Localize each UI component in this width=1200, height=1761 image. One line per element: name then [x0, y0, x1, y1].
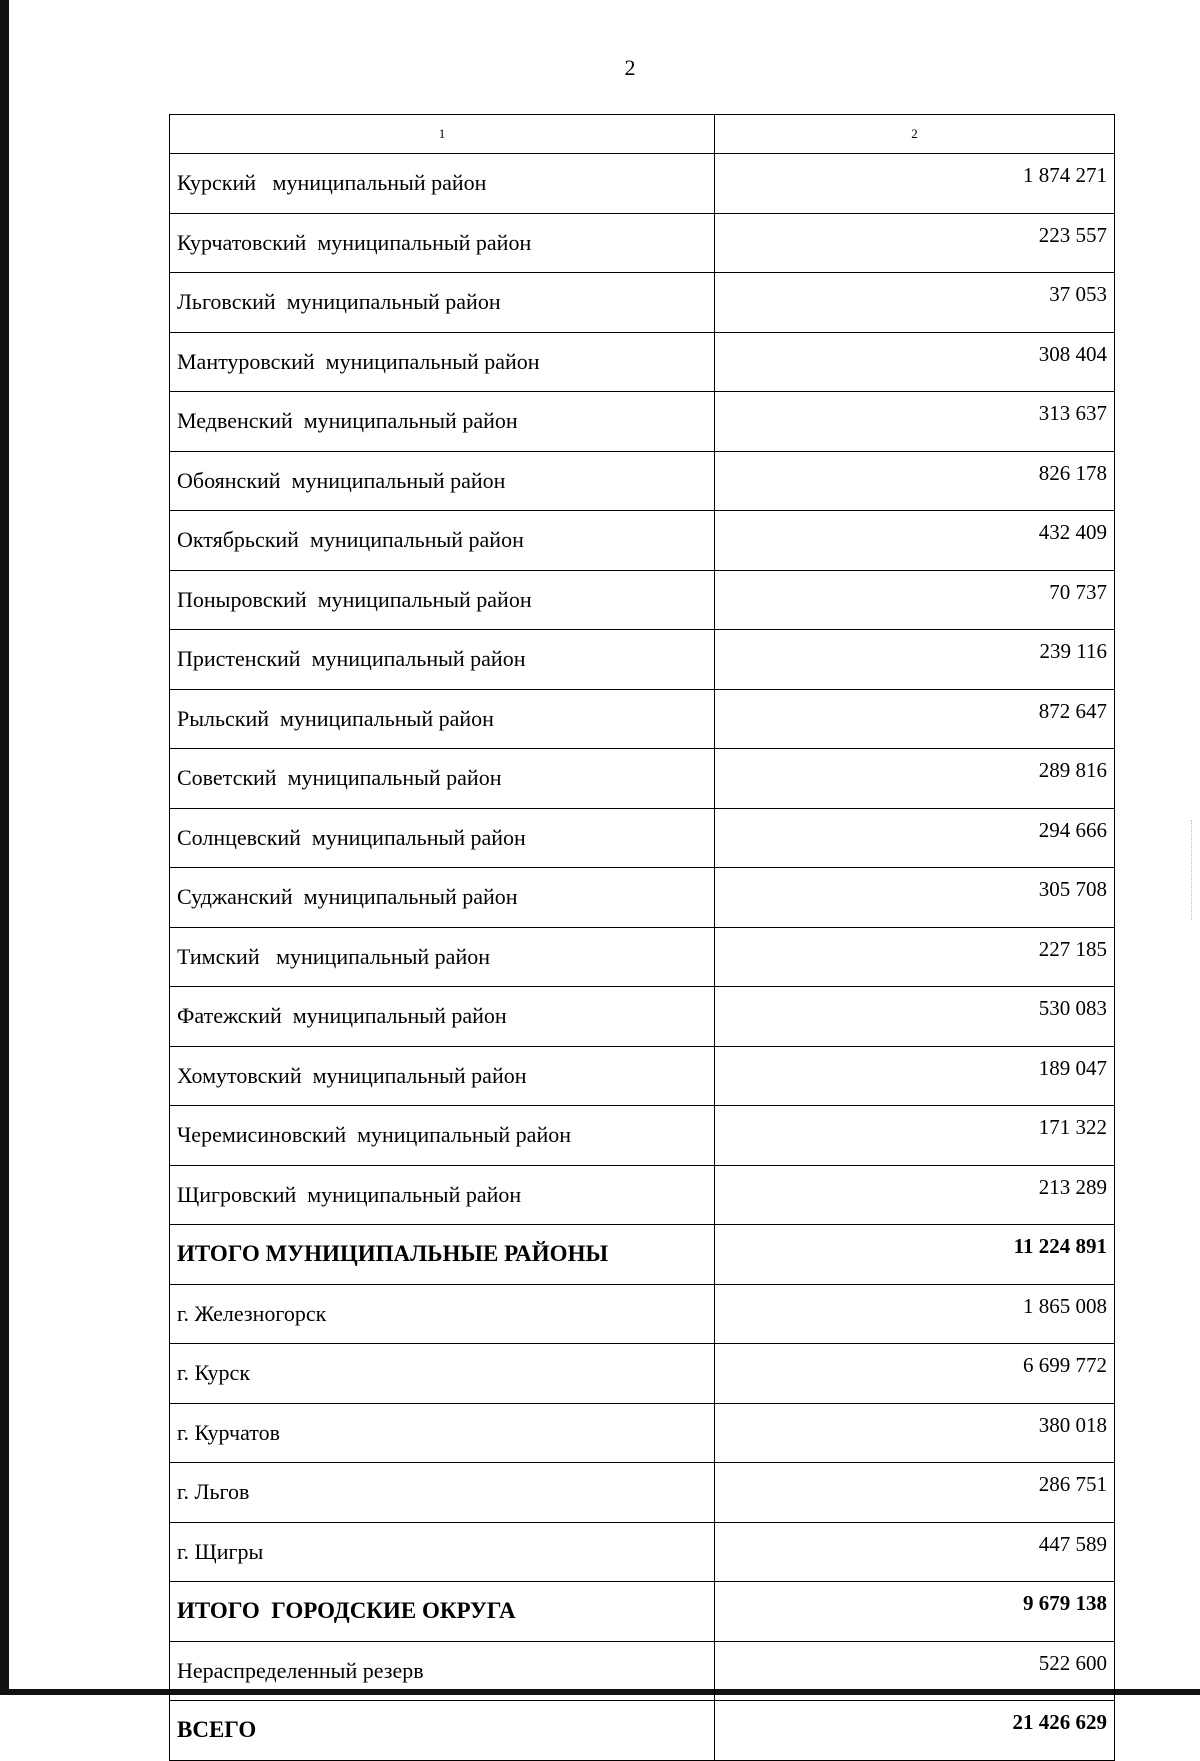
- table-row: [170, 1106, 1115, 1166]
- row-name-cell: Октябрьский муниципальный район: [170, 511, 715, 571]
- table-row: [170, 1165, 1115, 1225]
- table-row: [170, 392, 1115, 452]
- table-header-row: [170, 115, 1115, 154]
- table-row: [170, 630, 1115, 690]
- row-value-cell: 70 737: [715, 570, 1115, 630]
- row-value-cell: 308 404: [715, 332, 1115, 392]
- table-row: [170, 987, 1115, 1047]
- row-name-cell: Советский муниципальный район: [170, 749, 715, 809]
- table-row: [170, 1463, 1115, 1523]
- row-value-cell: 447 589: [715, 1522, 1115, 1582]
- table-row: [170, 808, 1115, 868]
- row-name-cell: Льговский муниципальный район: [170, 273, 715, 333]
- row-value-cell: 530 083: [715, 987, 1115, 1047]
- scan-margin-marks: [1191, 820, 1194, 920]
- table-row: [170, 749, 1115, 809]
- row-name-cell: ИТОГО МУНИЦИПАЛЬНЫЕ РАЙОНЫ: [170, 1225, 715, 1285]
- table-total-row: [170, 1225, 1115, 1285]
- row-value-cell: 294 666: [715, 808, 1115, 868]
- table-row: [170, 570, 1115, 630]
- row-value-cell: 11 224 891: [715, 1225, 1115, 1285]
- row-value-cell: 189 047: [715, 1046, 1115, 1106]
- column-header-1: 1: [170, 115, 715, 154]
- row-value-cell: 21 426 629: [715, 1701, 1115, 1761]
- row-value-cell: 380 018: [715, 1403, 1115, 1463]
- row-value-cell: 171 322: [715, 1106, 1115, 1166]
- row-name-cell: Мантуровский муниципальный район: [170, 332, 715, 392]
- row-value-cell: 9 679 138: [715, 1582, 1115, 1642]
- table-row: [170, 451, 1115, 511]
- row-value-cell: 872 647: [715, 689, 1115, 749]
- table-row: [170, 1403, 1115, 1463]
- row-name-cell: Курский муниципальный район: [170, 154, 715, 214]
- table-row: [170, 1522, 1115, 1582]
- column-header-2: 2: [715, 115, 1115, 154]
- row-name-cell: г. Железногорск: [170, 1284, 715, 1344]
- table-total-row: [170, 1582, 1115, 1642]
- row-name-cell: Медвенский муниципальный район: [170, 392, 715, 452]
- row-value-cell: 227 185: [715, 927, 1115, 987]
- row-name-cell: г. Льгов: [170, 1463, 715, 1523]
- row-name-cell: Курчатовский муниципальный район: [170, 213, 715, 273]
- table-row: [170, 273, 1115, 333]
- table-body: [170, 154, 1115, 1761]
- row-value-cell: 223 557: [715, 213, 1115, 273]
- row-name-cell: Хомутовский муниципальный район: [170, 1046, 715, 1106]
- scan-border-left: [0, 0, 9, 1695]
- table-row: [170, 868, 1115, 928]
- table-row: [170, 154, 1115, 214]
- row-name-cell: Солнцевский муниципальный район: [170, 808, 715, 868]
- table-row: [170, 1284, 1115, 1344]
- row-value-cell: 289 816: [715, 749, 1115, 809]
- row-name-cell: Черемисиновский муниципальный район: [170, 1106, 715, 1166]
- row-name-cell: Нераспределенный резерв: [170, 1641, 715, 1701]
- table-row: [170, 1046, 1115, 1106]
- row-name-cell: Обоянский муниципальный район: [170, 451, 715, 511]
- row-value-cell: 826 178: [715, 451, 1115, 511]
- table-total-row: [170, 1701, 1115, 1761]
- row-name-cell: Поныровский муниципальный район: [170, 570, 715, 630]
- row-name-cell: ИТОГО ГОРОДСКИЕ ОКРУГА: [170, 1582, 715, 1642]
- row-name-cell: г. Щигры: [170, 1522, 715, 1582]
- table-row: [170, 511, 1115, 571]
- row-value-cell: 522 600: [715, 1641, 1115, 1701]
- row-value-cell: 6 699 772: [715, 1344, 1115, 1404]
- row-name-cell: Щигровский муниципальный район: [170, 1165, 715, 1225]
- table-row: [170, 1344, 1115, 1404]
- row-value-cell: 313 637: [715, 392, 1115, 452]
- row-value-cell: 213 289: [715, 1165, 1115, 1225]
- row-value-cell: 432 409: [715, 511, 1115, 571]
- row-name-cell: г. Курск: [170, 1344, 715, 1404]
- row-name-cell: г. Курчатов: [170, 1403, 715, 1463]
- page-number: 2: [624, 55, 636, 80]
- row-value-cell: 1 874 271: [715, 154, 1115, 214]
- row-name-cell: Пристенский муниципальный район: [170, 630, 715, 690]
- table-row: [170, 213, 1115, 273]
- table-row: [170, 332, 1115, 392]
- budget-distribution-table: [169, 114, 1115, 1761]
- row-name-cell: Тимский муниципальный район: [170, 927, 715, 987]
- row-name-cell: Рыльский муниципальный район: [170, 689, 715, 749]
- table-row: [170, 927, 1115, 987]
- row-value-cell: 239 116: [715, 630, 1115, 690]
- table-row: [170, 1641, 1115, 1701]
- row-name-cell: ВСЕГО: [170, 1701, 715, 1761]
- row-value-cell: 305 708: [715, 868, 1115, 928]
- table-row: [170, 689, 1115, 749]
- row-name-cell: Суджанский муниципальный район: [170, 868, 715, 928]
- row-name-cell: Фатежский муниципальный район: [170, 987, 715, 1047]
- row-value-cell: 37 053: [715, 273, 1115, 333]
- row-value-cell: 1 865 008: [715, 1284, 1115, 1344]
- row-value-cell: 286 751: [715, 1463, 1115, 1523]
